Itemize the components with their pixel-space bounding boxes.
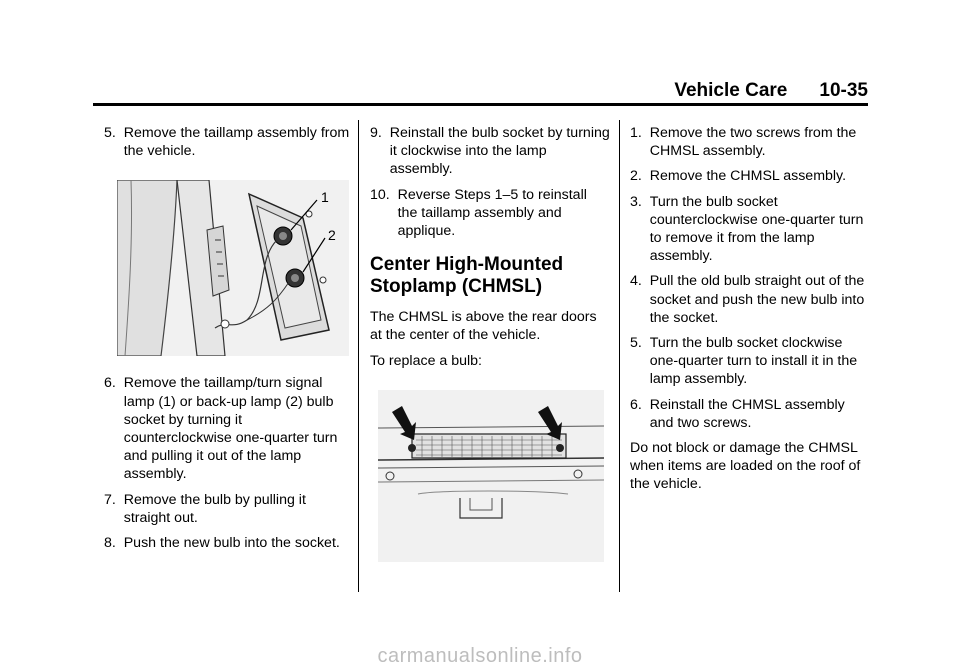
taillamp-figure	[117, 180, 349, 356]
step-6: 6. Remove the taillamp/turn signal lamp (1) or back-up lamp (2) bulb socket by turning it counterclockwise one-quarter turn and pulling it out of the lamp assembly.	[104, 375, 338, 483]
page-number: 10-35	[819, 80, 868, 101]
page-header	[674, 80, 868, 102]
step-8: 8. Push the new bulb into the socket.	[104, 535, 340, 552]
header-rule	[93, 103, 868, 106]
column-divider-1	[358, 120, 359, 592]
callout-1: 1	[321, 189, 329, 206]
callout-2: 2	[328, 227, 336, 244]
step-5: 5. Remove the taillamp assembly from the vehicle.	[104, 125, 350, 160]
footer-watermark: carmanualsonline.info	[377, 645, 583, 667]
step-4: 4. Pull the old bulb straight out of the socket and push the new bulb into the socket.	[630, 273, 865, 326]
replace-bulb-text: To replace a bulb:	[370, 352, 482, 369]
step-2: 2. Remove the CHMSL assembly.	[630, 168, 847, 185]
chmsl-figure	[378, 390, 604, 562]
step-9: 9. Reinstall the bulb socket by turning it clockwise into the lamp assembly.	[370, 125, 610, 178]
step-1: 1. Remove the two screws from the CHMSL assembly.	[630, 125, 857, 160]
step-5b: 5. Turn the bulb socket clockwise one-quarter turn to install it in the lamp assembly.	[630, 335, 858, 388]
column-1	[104, 124, 350, 559]
step-10: 10. Reverse Steps 1–5 to reinstall the taillamp assembly and applique.	[370, 186, 587, 240]
section-title: Vehicle Care	[674, 80, 788, 101]
step-3: 3. Turn the bulb socket counterclockwise one-quarter turn to remove it from the lamp assembly.	[630, 193, 864, 265]
column-divider-2	[619, 120, 620, 592]
step-6b: 6. Reinstall the CHMSL assembly and two screws.	[630, 396, 845, 431]
step-7: 7. Remove the bulb by pulling it straight out.	[104, 491, 306, 526]
caution-text: Do not block or damage the CHMSL when items are loaded on the roof of the vehicle.	[630, 440, 861, 493]
column-3	[630, 124, 872, 501]
section-heading: Center High-Mounted Stoplamp (CHMSL)	[370, 254, 564, 298]
chmsl-location-text: The CHMSL is above the rear doors at the center of the vehicle.	[370, 309, 597, 344]
column-2	[370, 124, 610, 562]
